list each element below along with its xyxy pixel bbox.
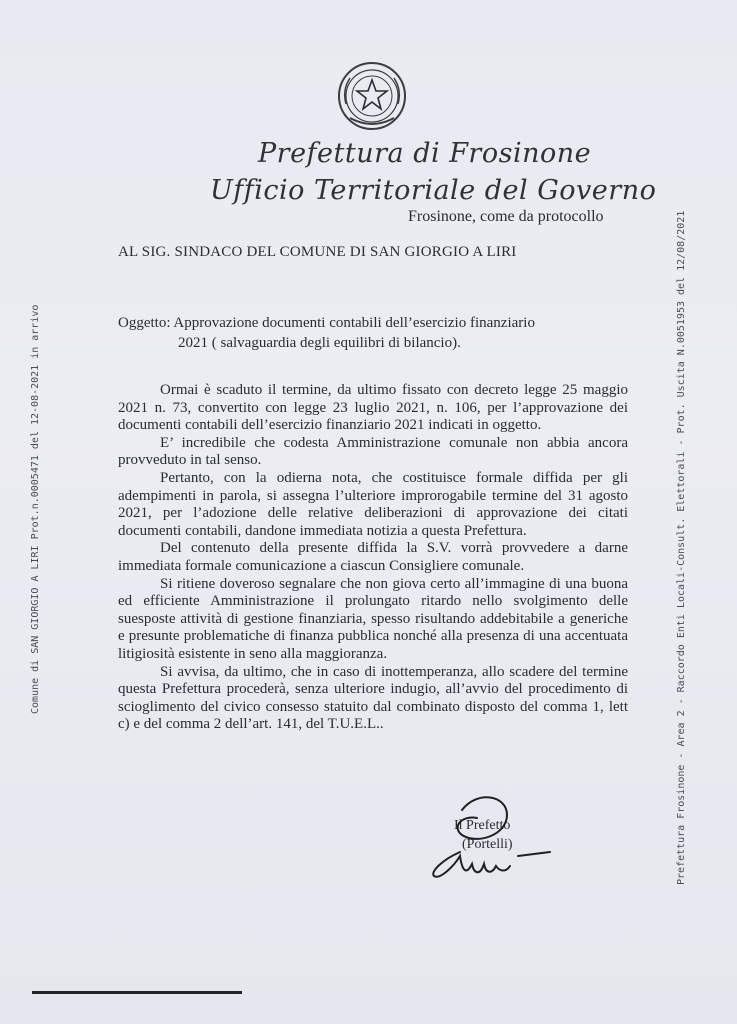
addressee: AL SIG. SINDACO DEL COMUNE DI SAN GIORGIO A LIRI — [118, 244, 517, 260]
protocol-stamp-outgoing: Prefettura Frosinone - Area 2 - Raccordo Enti Locali-Consult. Elettorali - Prot. Uscita N.0051953 del 12/08/2021 — [676, 210, 687, 885]
subject-line-2: 2021 ( salvaguardia degli equilibri di bilancio). — [178, 335, 461, 351]
paragraph: Si avvisa, da ultimo, che in caso di inottemperanza, allo scadere del termine questa Prefettura procederà, senza ulteriore indugio, all’avvio del procedimento di scioglimento del civico consesso statuito dal combinato disposto del comma 1, lett c) e del comma 2 dell’art. 141, del T.U.E.L.. — [118, 663, 628, 733]
subject-line-1: Oggetto: Approvazione documenti contabili dell’esercizio finanziario — [118, 315, 535, 331]
office-title: Prefettura di Frosinone — [258, 138, 592, 169]
paragraph: E’ incredibile che codesta Amministrazione comunale non abbia ancora provveduto in tal senso. — [118, 434, 628, 469]
paragraph: Ormai è scaduto il termine, da ultimo fissato con decreto legge 25 maggio 2021 n. 73, convertito con legge 23 luglio 2021, n. 106, per l’approvazione dei documenti contabili dell’esercizio finanziario 2021 indicati in oggetto. — [118, 382, 628, 434]
signature-name: (Portelli) — [462, 837, 513, 852]
signature-title: Il Prefetto — [454, 818, 511, 833]
bottom-rule — [32, 991, 242, 994]
paragraph: Si ritiene doveroso segnalare che non giova certo all’immagine di una buona ed efficiente Amministrazione il prolungato ritardo nello svolgimento delle suesposte attività di gestione finanziaria, spesso risultando addebitabile a generiche e presunte problematiche di finanza pubblica nonché alla presenza di una accentuata litigiosità esistente in seno alla maggioranza. — [118, 575, 628, 662]
letter-body — [118, 382, 628, 734]
subject — [118, 313, 535, 353]
place-date: Frosinone, come da protocollo — [408, 208, 604, 225]
protocol-stamp-incoming: Comune di SAN GIORGIO A LIRI Prot.n.0005471 del 12-08-2021 in arrivo — [30, 304, 41, 714]
italian-republic-emblem-icon — [336, 60, 408, 132]
paragraph: Del contenuto della presente diffida la S.V. vorrà provvedere a darne immediata formale comunicazione a ciascun Consigliere comunale. — [118, 540, 628, 574]
paragraph: Pertanto, con la odierna nota, che costituisce formale diffida per gli adempimenti in parola, si assegna l’ulteriore improrogabile termine del 31 agosto 2021, per l’adozione delle relative deliberazioni di approvazione dei citati documenti contabili, dandone immediata notizia a questa Prefettura. — [118, 469, 628, 539]
handwritten-signature — [422, 790, 562, 890]
office-subtitle: Ufficio Territoriale del Governo — [210, 175, 657, 206]
